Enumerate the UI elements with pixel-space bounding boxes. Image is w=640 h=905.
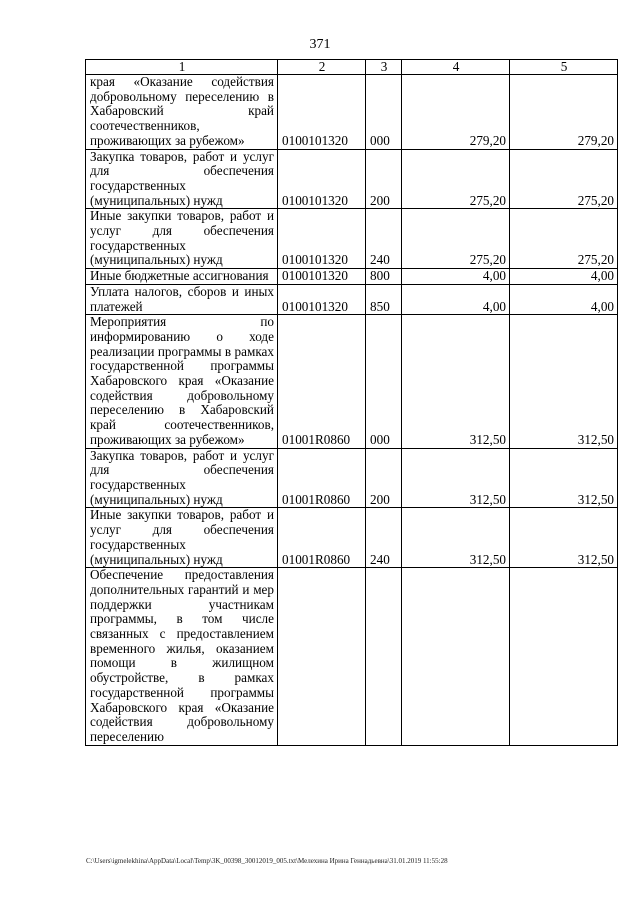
- table-row: [86, 508, 618, 568]
- row-value-4-cell: 275,20: [402, 149, 510, 209]
- row-value-4-cell: 312,50: [402, 508, 510, 568]
- row-value-4-cell: 279,20: [402, 75, 510, 150]
- row-value-5-cell: 279,20: [510, 75, 618, 150]
- table-row: [86, 448, 618, 508]
- row-name-cell: Мероприятия по информированию о ходе реализации программы в рамках государственной программы Хабаровского края «Оказание содействия добровольному переселению в Хабаровский край соотечественников, проживающих за рубежом»: [86, 315, 278, 448]
- row-type-cell: [366, 568, 402, 745]
- row-code-cell: 0100101320: [278, 284, 366, 314]
- row-code-cell: 01001R0860: [278, 448, 366, 508]
- row-type-cell: 200: [366, 448, 402, 508]
- row-value-4-cell: 4,00: [402, 269, 510, 285]
- page-number: 371: [309, 37, 331, 52]
- row-type-cell: 000: [366, 315, 402, 448]
- row-name-cell: Закупка товаров, работ и услуг для обеспечения государственных (муниципальных) нужд: [86, 149, 278, 209]
- row-value-5-cell: 4,00: [510, 269, 618, 285]
- row-code-cell: 0100101320: [278, 75, 366, 150]
- row-value-4-cell: 275,20: [402, 209, 510, 269]
- row-value-5-cell: 312,50: [510, 448, 618, 508]
- header-col-4: 4: [402, 60, 510, 75]
- row-value-5-cell: 4,00: [510, 284, 618, 314]
- row-name-cell: Обеспечение предоставления дополнительных гарантий и мер поддержки участникам программы, в том числе связанных с предоставлением временного жилья, оказанием помощи в жилищном обустройстве, в рамках государственной программы Хабаровского края «Оказание содействия добровольному переселению: [86, 568, 278, 745]
- row-type-cell: 240: [366, 209, 402, 269]
- row-value-5-cell: 275,20: [510, 149, 618, 209]
- table-row: [86, 568, 618, 745]
- row-name-cell: края «Оказание содействия добровольному переселению в Хабаровский край соотечественников, проживающих за рубежом»: [86, 75, 278, 150]
- footer-file-path: C:\Users\igmelekhina\AppData\Local\Temp\3K_00398_30012019_005.txt\Мелехина Ирина Геннадьевна\31.01.2019 11:55:28: [86, 857, 448, 865]
- row-type-cell: 240: [366, 508, 402, 568]
- header-col-3: 3: [366, 60, 402, 75]
- row-name-cell: Уплата налогов, сборов и иных платежей: [86, 284, 278, 314]
- table-row: [86, 284, 618, 314]
- row-value-5-cell: 312,50: [510, 508, 618, 568]
- header-col-1: 1: [86, 60, 278, 75]
- row-name-cell: Иные бюджетные ассигнования: [86, 269, 278, 285]
- row-value-5-cell: 275,20: [510, 209, 618, 269]
- row-value-5-cell: [510, 568, 618, 745]
- row-code-cell: 0100101320: [278, 269, 366, 285]
- table-row: [86, 149, 618, 209]
- table-row: [86, 315, 618, 448]
- row-value-4-cell: 4,00: [402, 284, 510, 314]
- row-type-cell: 200: [366, 149, 402, 209]
- row-name-cell: Закупка товаров, работ и услуг для обеспечения государственных (муниципальных) нужд: [86, 448, 278, 508]
- row-code-cell: 01001R0860: [278, 508, 366, 568]
- header-col-5: 5: [510, 60, 618, 75]
- header-col-2: 2: [278, 60, 366, 75]
- row-code-cell: 0100101320: [278, 209, 366, 269]
- table-header-row: [86, 60, 618, 75]
- table-row: [86, 75, 618, 150]
- row-type-cell: 850: [366, 284, 402, 314]
- table-row: [86, 209, 618, 269]
- table-row: [86, 269, 618, 285]
- row-type-cell: 800: [366, 269, 402, 285]
- row-value-4-cell: 312,50: [402, 448, 510, 508]
- row-code-cell: 0100101320: [278, 149, 366, 209]
- budget-table: [85, 59, 618, 746]
- row-value-5-cell: 312,50: [510, 315, 618, 448]
- row-value-4-cell: 312,50: [402, 315, 510, 448]
- row-type-cell: 000: [366, 75, 402, 150]
- row-name-cell: Иные закупки товаров, работ и услуг для обеспечения государственных (муниципальных) нужд: [86, 209, 278, 269]
- row-code-cell: [278, 568, 366, 745]
- row-code-cell: 01001R0860: [278, 315, 366, 448]
- row-value-4-cell: [402, 568, 510, 745]
- row-name-cell: Иные закупки товаров, работ и услуг для обеспечения государственных (муниципальных) нужд: [86, 508, 278, 568]
